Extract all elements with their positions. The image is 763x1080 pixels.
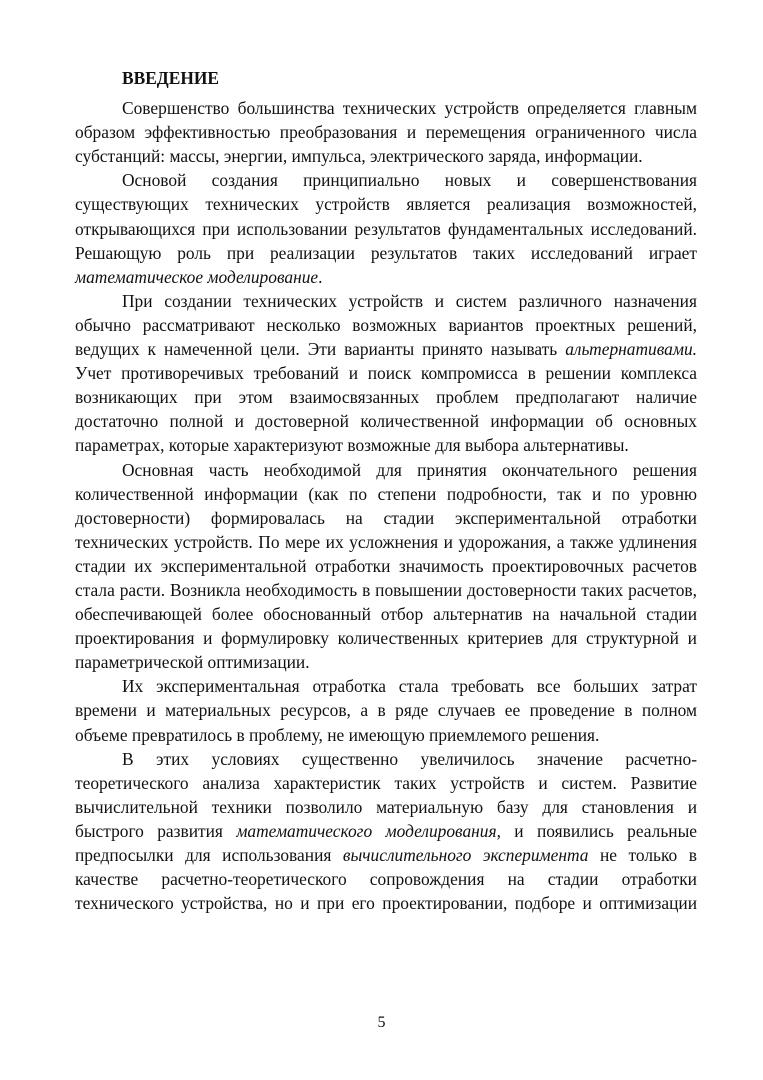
paragraph [75,96,697,168]
text-run: . [318,266,323,287]
section-heading: ВВЕДЕНИЕ [122,68,220,88]
italic-term: вычислительного эксперимента [342,845,589,865]
paragraph [75,168,697,288]
text-run: В этих условиях существенно увеличилось значение расчетно-теоретического анализа характеристик таких устройств и систем. Развитие вычислительной техники позволило материальную базу для становления и быстрого развития [75,748,697,841]
italic-term: математическое моделирование [75,266,319,287]
italic-term: математического моделирования, [236,820,501,841]
text-run: Учет противоречивых требований и поиск компромисса в решении комплекса возникающих при этом взаимосвязанных проблем предполагают наличие достаточно полной и достоверной количественной информации об основных параметрах, которые характеризуют возможные для выбора альтернативы. [75,363,697,456]
paragraph [75,674,697,746]
page-text [75,66,697,915]
page-number: 5 [377,1014,386,1031]
text-run: Основная часть необходимой для принятия окончательного решения количественной информации (как по степени подробности, так и по уровню достоверности) формировалась на стадии экспериментальной отработки технических устройств. По мере их усложнения и удорожания, а также удлинения стадии их экспериментальной отработки значимость проектировочных расчетов стала расти. Возникла необходимость в повышении достоверности таких расчетов, обеспечивающей более обоснованный отбор альтернатив на начальной стадии проектирования и формулировку количественных критериев для структурной и параметрической оптимизации. [75,459,697,673]
paragraph [75,747,697,916]
text-run: Совершенство большинства технических устройств определяется главным образом эффективностью преобразования и перемещения ограниченного числа субстанций: массы, энергии, импульса, электрического заряда, информации. [75,98,697,167]
text-run: и появились реальные предпосылки для использования [75,820,697,865]
paragraph [75,458,697,675]
text-run: не только в качестве расчетно-теоретического сопровождения на стадии отработки технического устройства, но и при его проектировании, подборе и оптимизации [75,845,697,914]
italic-term: альтернативами. [565,339,697,360]
body-text [75,96,697,915]
paragraph [75,289,697,458]
text-run: Их экспериментальная отработка стала требовать все больших затрат времени и материальных ресурсов, а в ряде случаев ее проведение в полном объеме превратилось в проблему, не имеющую приемлемого решения. [75,676,697,745]
text-run: Основой создания принципиально новых и совершенствования существующих технических устройств является реализация возможностей, открывающихся при использовании результатов фундаментальных исследований. Решающую роль при реализации результатов таких исследований играет [75,170,697,263]
text-run: При создании технических устройств и систем различного назначения обычно рассматривают несколько возможных вариантов проектных решений, ведущих к намеченной цели. Эти варианты принято называть [75,290,697,360]
